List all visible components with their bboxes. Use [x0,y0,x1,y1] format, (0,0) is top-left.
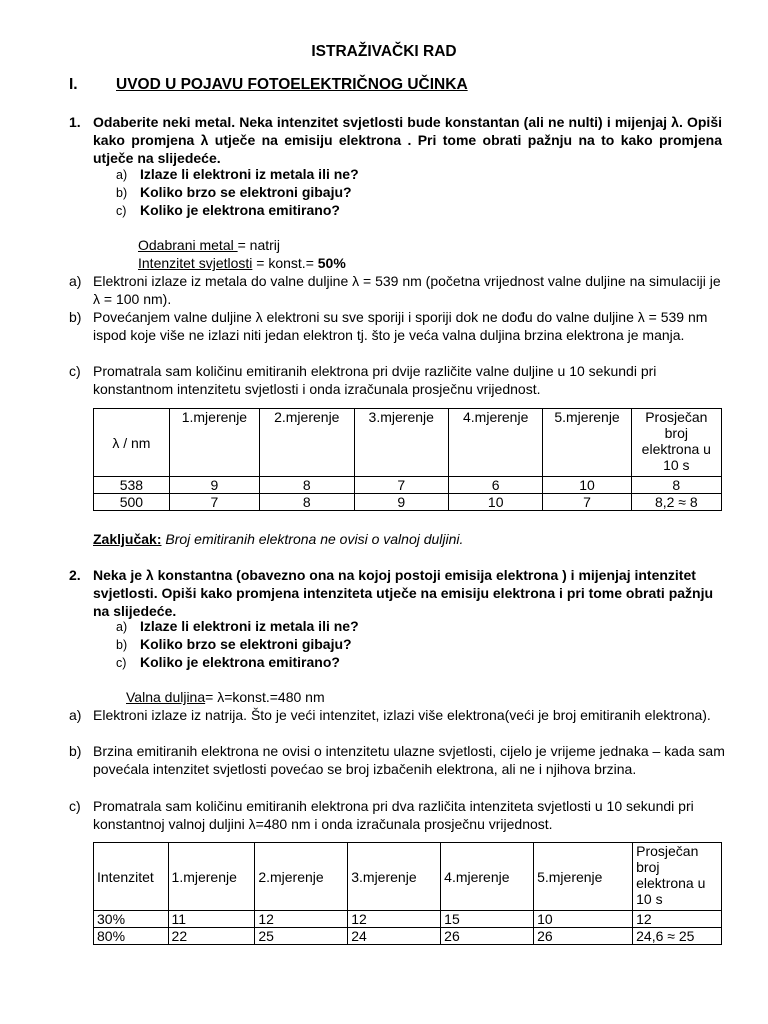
table-cell: 9 [354,494,448,511]
header-cell: 1.mjerenje [168,843,255,911]
header-cell: 3.mjerenje [348,843,441,911]
header-cell: 2.mjerenje [255,843,348,911]
header-cell: Prosječan broj elektrona u 10 s [631,409,721,477]
question-2-sub-a [116,617,359,636]
table-cell: 8,2 ≈ 8 [631,494,721,511]
light-intensity-line [138,254,346,272]
table-row [94,477,722,494]
answer-1b [69,308,729,344]
sub-label: a) [116,168,128,182]
table-cell: 10 [448,494,542,511]
question-text: Neka je λ konstantna (obavezno ona na kojoj postoji emisija elektrona ) i mijenjaj intenzitet svjetlosti. Opiši kako promjena intenziteta utječe na emisiju elektrona i pri tome obrati pažnju na slijedeće. [93,567,714,619]
question-1-sub-c [116,201,340,220]
question-number: 1. [69,114,81,130]
intensity-measurements-table [93,842,722,945]
section-number: I. [69,76,78,93]
answer-text: Promatrala sam količinu emitiranih elektrona pri dva različita intenziteta svjetlosti u 10 sekundi pri konstantnoj valnoj duljini λ=480 nm i onda izračunala prosječnu vrijednost. [93,798,694,832]
table-cell: 8 [260,477,354,494]
answer-2c [69,797,729,833]
answer-text: Povećanjem valne duljine λ elektroni su sve sporiji i sporiji dok ne dođu do valne duljine λ = 539 nm ispod koje više ne izlazi niti jedan elektron tj. što je veća valna duljina brzina elektrona je manja. [93,309,708,343]
table-cell: 10 [534,911,633,928]
wavelength-label: Valna duljina [126,689,206,705]
light-intensity-value: = konst.= [252,255,318,271]
table-cell: 11 [168,911,255,928]
table-cell: 24,6 ≈ 25 [633,928,722,945]
sub-label: b) [116,638,128,652]
answer-1a [69,272,729,308]
table-header-row [94,843,722,911]
table-row [94,928,722,945]
sub-text: Koliko je elektrona emitirano? [140,654,340,670]
answer-label: a) [69,273,82,289]
header-cell: 5.mjerenje [534,843,633,911]
table-cell: 15 [441,911,534,928]
table-cell: 8 [631,477,721,494]
answer-1c [69,362,729,398]
answer-text: Promatrala sam količinu emitiranih elektrona pri dvije različite valne duljine u 10 sekundi pri konstantnom intenzitetu svjetlosti i onda izračunala prosječnu vrijednost. [93,363,657,397]
table-cell: 30% [94,911,169,928]
header-cell: Intenzitet [94,843,169,911]
light-intensity-label: Intenzitet svjetlosti [138,255,253,271]
header-cell: Prosječan broj elektrona u 10 s [633,843,722,911]
table-cell: 538 [94,477,170,494]
table-cell: 80% [94,928,169,945]
sub-label: b) [116,186,128,200]
answer-label: c) [69,798,81,814]
answer-2a [69,706,729,724]
table-cell: 25 [255,928,348,945]
table-cell: 500 [94,494,170,511]
answer-2b [69,742,729,778]
answer-label: b) [69,743,82,759]
table-row [94,911,722,928]
wavelength-measurements-table [93,408,722,511]
header-cell: 1.mjerenje [169,409,259,477]
question-2-sub-c [116,653,340,672]
header-cell: 4.mjerenje [448,409,542,477]
wavelength-value: = λ=konst.=480 nm [205,689,325,705]
conclusion-label: Zaključak: [93,531,162,547]
header-cell: 3.mjerenje [354,409,448,477]
chosen-metal-line [138,236,280,254]
question-2-sub-b [116,635,352,654]
table-cell: 7 [169,494,259,511]
table-cell: 24 [348,928,441,945]
sub-text: Koliko je elektrona emitirano? [140,202,340,218]
question-2 [69,566,722,620]
answer-label: a) [69,707,82,723]
header-cell: 4.mjerenje [441,843,534,911]
question-number: 2. [69,567,81,583]
table-cell: 8 [260,494,354,511]
table-cell: 6 [448,477,542,494]
sub-text: Izlaze li elektroni iz metala ili ne? [140,166,359,182]
answer-label: c) [69,363,81,379]
sub-label: c) [116,656,127,670]
section-title: UVOD U POJAVU FOTOELEKTRIČNOG UČINKA [116,76,468,93]
chosen-metal-label: Odabrani metal [138,237,238,253]
sub-label: a) [116,620,128,634]
light-intensity-percent: 50% [317,255,346,271]
table-cell: 9 [169,477,259,494]
header-cell: 5.mjerenje [543,409,631,477]
table-cell: 12 [255,911,348,928]
question-1-sub-b [116,183,352,202]
answer-text: Elektroni izlaze iz metala do valne duljine λ = 539 nm (početna vrijednost valne duljine na simulaciji je λ = 100 nm). [93,273,721,307]
sub-text: Izlaze li elektroni iz metala ili ne? [140,618,359,634]
table-cell: 7 [354,477,448,494]
table-row [94,494,722,511]
question-1 [69,113,722,167]
table-cell: 10 [543,477,631,494]
answer-text: Brzina emitiranih elektrona ne ovisi o intenzitetu ulazne svjetlosti, cijelo je vrijeme jednaka – kada sam povećala intenzitet svjetlosti povećao se broj izbačenih elektrona, ali ne i njihova brzina. [93,743,725,777]
answer-text: Elektroni izlaze iz natrija. Što je veći intenzitet, izlazi više elektrona(veći je broj emitiranih elektrona). [93,707,711,723]
chosen-metal-value: = natrij [237,237,281,253]
header-cell: λ / nm [94,409,170,477]
answer-label: b) [69,309,82,325]
table-cell: 22 [168,928,255,945]
wavelength-line [126,688,325,706]
sub-text: Koliko brzo se elektroni gibaju? [140,636,352,652]
document-title: ISTRAŽIVAČKI RAD [311,43,457,60]
question-1-sub-a [116,165,359,184]
table-cell: 12 [348,911,441,928]
sub-text: Koliko brzo se elektroni gibaju? [140,184,352,200]
table-cell: 26 [534,928,633,945]
table-cell: 26 [441,928,534,945]
conclusion [93,530,463,548]
conclusion-text: Broj emitiranih elektrona ne ovisi o valnoj duljini. [161,531,464,547]
table-header-row [94,409,722,477]
question-text: Odaberite neki metal. Neka intenzitet svjetlosti bude konstantan (ali ne nulti) i mijenjaj λ. Opiši kako promjena λ utječe na emisiju elektrona . Pri tome obrati pažnju na to kako promjena utječe na slijedeće. [93,114,722,166]
sub-label: c) [116,204,127,218]
table-cell: 7 [543,494,631,511]
table-cell: 12 [633,911,722,928]
header-cell: 2.mjerenje [260,409,354,477]
